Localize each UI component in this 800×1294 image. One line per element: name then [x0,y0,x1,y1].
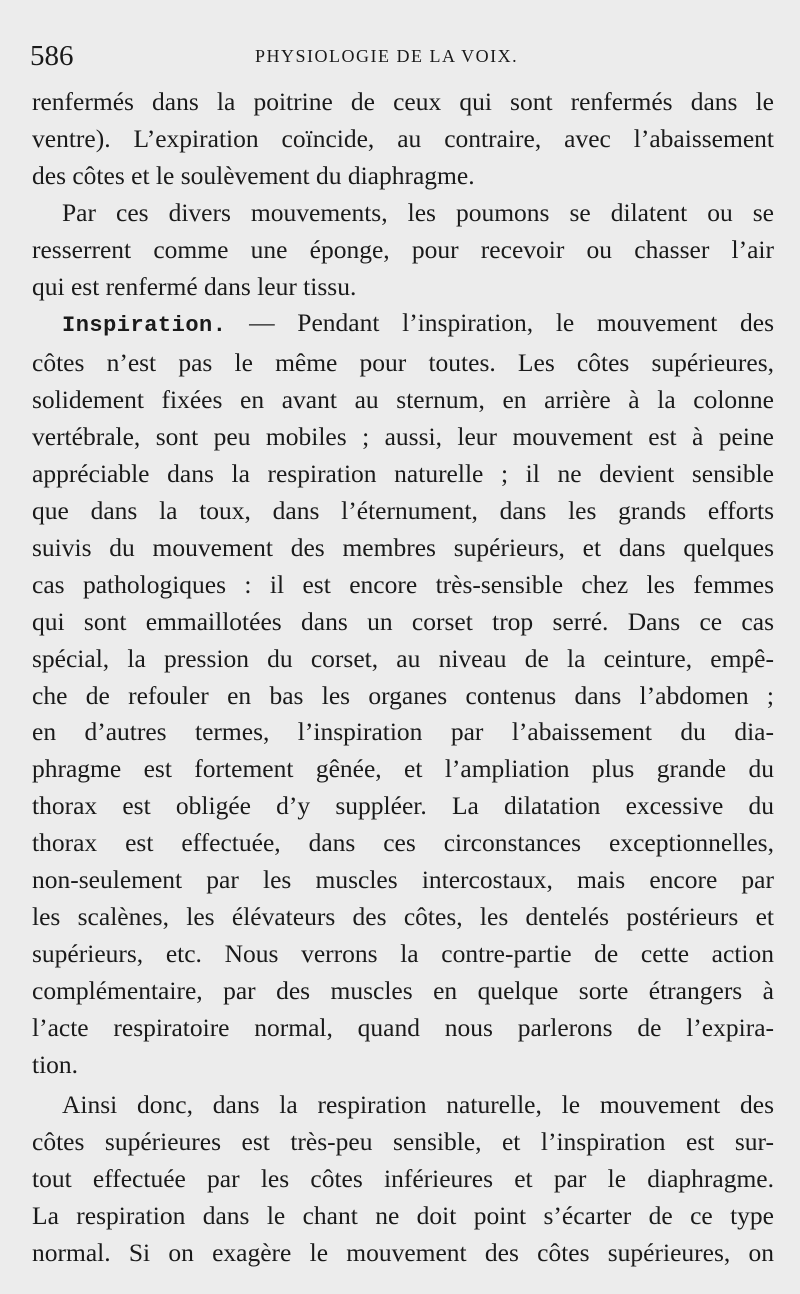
text-line: ventre). L’expiration coïncide, au contraire, avec l’abaissement [32,123,774,153]
text-line: qui sont emmaillotées dans un corset trop serré. Dans ce cas [32,606,774,636]
text-line: supérieurs, etc. Nous verrons la contre-partie de cette action [32,938,774,968]
text-line: tout effectuée par les côtes inférieures et par le diaphragme. [32,1164,774,1194]
text-line: solidement fixées en avant au sternum, en arrière à la colonne [32,385,774,415]
text-line [32,305,774,345]
text-line: La respiration dans le chant ne doit point s’écarter de ce type [32,1201,774,1231]
paragraph [32,1087,774,1272]
text-line: appréciable dans la respiration naturelle ; il ne devient sensible [32,459,774,489]
text-line: cas pathologiques : il est encore très-sensible chez les femmes [32,569,774,599]
body-text [32,84,774,1272]
text-line: des côtes et le soulèvement du diaphragme. [32,160,475,190]
text-line: l’acte respiratoire normal, quand nous parlerons de l’expira- [32,1012,774,1042]
text-line: qui est renfermé dans leur tissu. [32,271,357,301]
text-line: tion. [32,1049,79,1079]
text-line: renfermés dans la poitrine de ceux qui sont renfermés dans le [32,87,774,116]
text-line: resserrent comme une éponge, pour recevoir ou chasser l’air [32,234,774,264]
text-line: Par ces divers mouvements, les poumons se dilatent ou se [62,197,774,227]
text-line: que dans la toux, dans l’éternument, dans les grands efforts [32,495,774,525]
text-line: thorax est effectuée, dans ces circonstances exceptionnelles, [32,828,774,858]
text-line: côtes supérieures est très-peu sensible, et l’inspiration est sur- [32,1127,774,1157]
text-line: normal. Si on exagère le mouvement des côtes supérieures, on [32,1238,774,1268]
text-line: non-seulement par les muscles intercostaux, mais encore par [32,865,774,895]
page-header [30,38,770,74]
text-line: thorax est obligée d’y suppléer. La dilatation excessive du [32,791,774,821]
text-line: côtes n’est pas le même pour toutes. Les côtes supérieures, [32,348,774,378]
text-run: — Pendant l’inspiration, le mouvement des [226,308,774,338]
text-line: suivis du mouvement des membres supérieurs, et dans quelques [32,532,774,562]
text-line: Ainsi donc, dans la respiration naturelle, le mouvement des [62,1090,774,1120]
text-line: vertébrale, sont peu mobiles ; aussi, leur mouvement est à peine [32,422,774,452]
text-line: en d’autres termes, l’inspiration par l’abaissement du dia- [32,717,774,747]
paragraph [32,305,774,1083]
text-line: les scalènes, les élévateurs des côtes, les dentelés postérieurs et [32,901,774,931]
text-line: spécial, la pression du corset, au niveau de la ceinture, empê- [32,643,774,673]
page-number: 586 [30,40,74,72]
running-title: PHYSIOLOGIE DE LA VOIX. [255,46,519,66]
paragraph [32,195,774,306]
paragraph [32,84,774,195]
text-line: phragme est fortement gênée, et l’ampliation plus grande du [32,754,774,784]
section-heading: Inspiration. [62,313,227,339]
text-line: che de refouler en bas les organes contenus dans l’abdomen ; [32,680,774,710]
text-line: complémentaire, par des muscles en quelque sorte étrangers à [32,975,774,1005]
